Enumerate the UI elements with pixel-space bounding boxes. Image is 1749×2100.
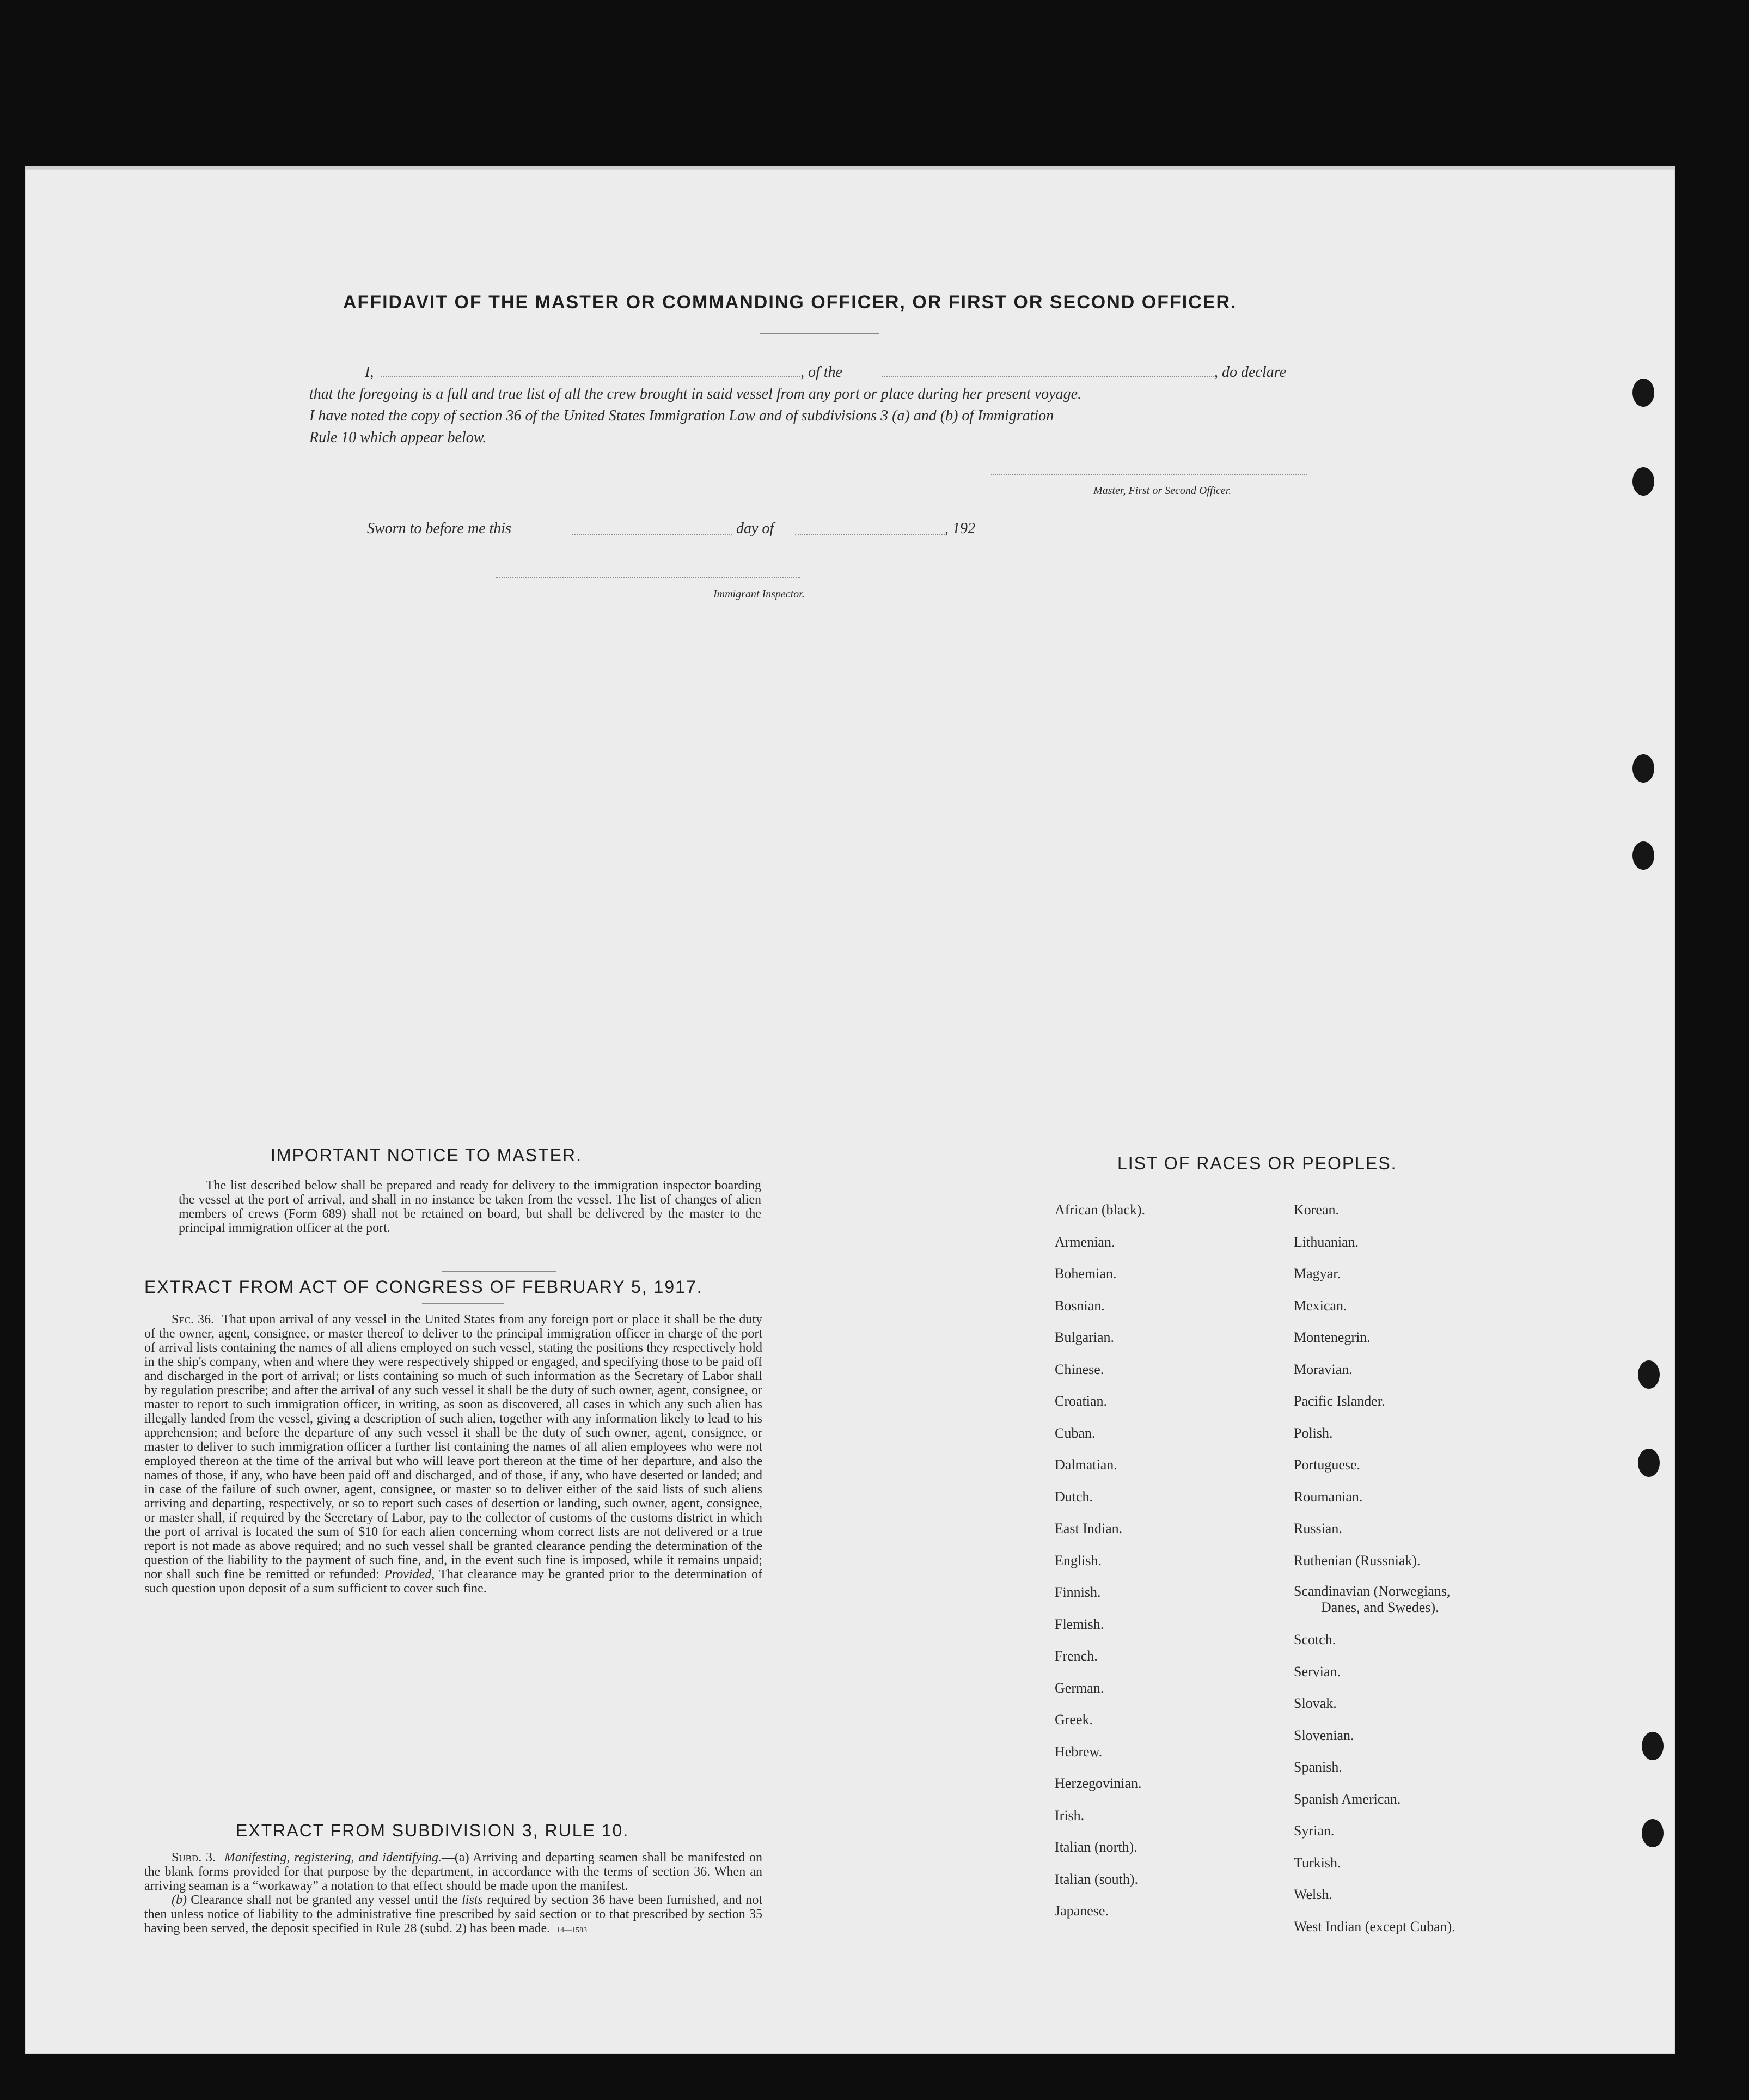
- act-section-end: That clearance may be granted prior to the determination of such question upon deposit of a sum sufficient to cover such fine.: [144, 1567, 763, 1596]
- race-item: Bohemian.: [1055, 1266, 1117, 1281]
- race-item: Magyar.: [1294, 1266, 1341, 1281]
- affidavit-line3: I have noted the copy of section 36 of the United States Immigration Law and of subdivisions 3 (a) and (b) of Immigration: [309, 407, 1054, 424]
- race-item: English.: [1055, 1552, 1102, 1568]
- punch-hole: [1642, 1819, 1664, 1847]
- signature-line[interactable]: [991, 474, 1307, 475]
- notice-text: [179, 1179, 761, 1235]
- race-item: Slovak.: [1294, 1695, 1337, 1711]
- race-item: Mexican.: [1294, 1297, 1347, 1314]
- rule-part-b-label: (b): [172, 1893, 187, 1907]
- race-item: Montenegrin.: [1294, 1329, 1371, 1345]
- affidavit-line4: Rule 10 which appear below.: [309, 429, 487, 446]
- sworn-day-of: day of: [736, 520, 774, 537]
- race-item: Irish.: [1055, 1807, 1085, 1823]
- act-divider: [422, 1303, 504, 1304]
- race-item: Bulgarian.: [1055, 1329, 1115, 1345]
- race-item: Portuguese.: [1294, 1457, 1361, 1473]
- race-item: Dutch.: [1055, 1488, 1093, 1505]
- race-item: Russian.: [1294, 1521, 1342, 1536]
- race-item: Finnish.: [1055, 1584, 1101, 1600]
- race-item: German.: [1055, 1680, 1104, 1696]
- act-heading: EXTRACT FROM ACT OF CONGRESS OF FEBRUARY 5, 1917.: [144, 1277, 703, 1297]
- sworn-year: , 192: [945, 520, 975, 537]
- race-item: Lithuanian.: [1294, 1234, 1359, 1250]
- race-item: Croatian.: [1055, 1393, 1108, 1409]
- inspector-caption: Immigrant Inspector.: [713, 588, 805, 600]
- race-item: Spanish American.: [1294, 1791, 1401, 1807]
- act-section-body: That upon arrival of any vessel in the United States from any foreign port or place it shall be the duty of the owner, agent, consignee, or master thereof to deliver to the principal immigration officer in charge of the port of arrival lists containing the names of all aliens employed on such vessel, stating the positions they respectively hold in the ship's company, when and where they were respectively shipped or engaged, and specifying those to be paid off and discharged in the port of arrival; or lists containing so much of such information as the Secretary of Labor shall by regulation prescribe; and after the arrival of any such vessel it shall be the duty of such owner, agent, consignee, or master to report to such immigration officer, in writing, as soon as discovered, all cases in which any such alien has illegally landed from the vessel, giving a description of such alien, together with any information likely to lead to his apprehension; and before the departure of any such vessel it shall be the duty of such owner, agent, consignee, or master to deliver to such immigration officer a further list containing the names of all alien employees who were not employed thereon at the time of the arrival but who will leave port thereon at the time of her departure, and also the names of those, if any, who have been paid off and discharged, and of those, if any, who have deserted or landed; and in case of the failure of such owner, agent, consignee, or master so to deliver either of the said lists of such aliens arriving and departing, respectively, or so to report such cases of desertion or landing, such owner, agent, consignee, or master shall, if required by the Secretary of Labor, pay to the collector of customs of the customs district in which the port of arrival is located the sum of $10 for each alien concerning whom correct lists are not delivered or a true report is not made as above required; and no such vessel shall be granted clearance pending the determination of the question of the liability to the payment of such fine, and, in the event such fine is imposed, while it remains unpaid; nor shall such fine be remitted or refunded:: [144, 1312, 762, 1582]
- rule-subd-label: Subd. 3.: [172, 1851, 216, 1865]
- race-item: Slovenian.: [1294, 1727, 1354, 1743]
- rule-heading: EXTRACT FROM SUBDIVISION 3, RULE 10.: [236, 1821, 629, 1840]
- race-item: Moravian.: [1294, 1361, 1353, 1377]
- race-item: East Indian.: [1055, 1521, 1123, 1536]
- affidavit-line1-of-the: , of the: [800, 364, 842, 381]
- signature-caption: Master, First or Second Officer.: [1093, 485, 1232, 497]
- race-item: Greek.: [1055, 1712, 1093, 1727]
- affidavit-line1-declare: , do declare: [1214, 364, 1286, 381]
- punch-hole: [1632, 841, 1654, 870]
- rule-part-b-2: required by section 36 have been furnished, and not then unless notice of liability to the administrative fine prescribed by said section or to that prescribed by section 35 having been served, the deposit specified in Rule 28 (subd. 2) has been made.: [144, 1893, 763, 1936]
- master-name-blank[interactable]: [381, 376, 800, 377]
- affidavit-line1-i: I,: [365, 364, 374, 381]
- race-item: Armenian.: [1055, 1234, 1115, 1250]
- sworn-text: Sworn to before me this: [367, 520, 511, 537]
- act-provided-word: Provided,: [384, 1567, 435, 1582]
- race-item: French.: [1055, 1648, 1098, 1664]
- race-item: Scandinavian (Norwegians,: [1294, 1583, 1451, 1599]
- punch-hole: [1638, 1449, 1660, 1477]
- rule-subd-title: Manifesting, registering, and identifying.: [224, 1851, 442, 1865]
- punch-hole: [1638, 1360, 1660, 1389]
- rule-part-a: —(a) Arriving and departing seamen shall be manifested on the blank forms provided for that purpose by the department, in accordance with the terms of section 36. When an arriving seaman is a “workaway” a notation to that effect should be made upon the manifest.: [144, 1851, 762, 1893]
- title-underline: [760, 333, 879, 334]
- race-item: Servian.: [1294, 1663, 1341, 1680]
- punch-hole: [1632, 754, 1654, 783]
- race-item: Flemish.: [1055, 1616, 1104, 1632]
- sworn-day-blank[interactable]: [572, 534, 732, 535]
- race-item: Italian (south).: [1055, 1871, 1139, 1887]
- race-item: Turkish.: [1294, 1854, 1341, 1871]
- race-item: Ruthenian (Russniak).: [1294, 1552, 1421, 1568]
- race-item: West Indian (except Cuban).: [1294, 1918, 1456, 1934]
- race-item: Danes, and Swedes).: [1321, 1600, 1439, 1615]
- race-item: Syrian.: [1294, 1823, 1335, 1839]
- race-item: Scotch.: [1294, 1632, 1336, 1647]
- inspector-signature-line[interactable]: [496, 577, 800, 578]
- act-section-label: Sec. 36.: [172, 1312, 215, 1327]
- rule-text: [144, 1851, 762, 1938]
- race-item: Dalmatian.: [1055, 1457, 1117, 1473]
- race-item: Bosnian.: [1055, 1297, 1105, 1314]
- race-item: Korean.: [1294, 1202, 1340, 1218]
- punch-hole: [1642, 1732, 1664, 1760]
- rule-part-b-lists: lists: [462, 1893, 483, 1907]
- race-item: Spanish.: [1294, 1759, 1342, 1775]
- punch-hole: [1632, 467, 1654, 496]
- race-item: Pacific Islander.: [1294, 1393, 1385, 1409]
- races-left-column: [1055, 1194, 1145, 1927]
- race-item: Italian (north).: [1055, 1839, 1138, 1855]
- affidavit-title: AFFIDAVIT OF THE MASTER OR COMMANDING OFFICER, OR FIRST OR SECOND OFFICER.: [343, 292, 1237, 313]
- rule-part-b-1: Clearance shall not be granted any vessel until the: [191, 1893, 458, 1907]
- race-item: Hebrew.: [1055, 1743, 1103, 1760]
- notice-divider: [442, 1271, 556, 1272]
- punch-hole: [1632, 379, 1654, 407]
- race-item: Japanese.: [1055, 1903, 1109, 1919]
- race-item: Cuban.: [1055, 1425, 1096, 1441]
- races-heading: LIST OF RACES OR PEOPLES.: [1117, 1153, 1397, 1173]
- vessel-name-blank[interactable]: [882, 376, 1214, 377]
- races-right-column: [1294, 1194, 1456, 1943]
- form-code: 14—1583: [556, 1926, 588, 1934]
- notice-paragraph: The list described below shall be prepared and ready for delivery to the immigration inspector boarding the vessel at the port of arrival, and shall in no instance be taken from the vessel. The list of changes of alien members of crews (Form 689) shall not be retained on board, but shall be delivered by the master to the principal immigration officer at the port.: [179, 1179, 761, 1235]
- act-text: [144, 1312, 762, 1596]
- sworn-month-blank[interactable]: [795, 534, 945, 535]
- race-item: Polish.: [1294, 1425, 1333, 1441]
- race-item: Chinese.: [1055, 1361, 1104, 1377]
- notice-heading: IMPORTANT NOTICE TO MASTER.: [271, 1145, 582, 1165]
- race-item: Herzegovinian.: [1055, 1775, 1142, 1791]
- race-item: African (black).: [1055, 1202, 1146, 1218]
- race-item: Roumanian.: [1294, 1488, 1363, 1505]
- race-item: Welsh.: [1294, 1887, 1332, 1902]
- affidavit-line2: that the foregoing is a full and true list of all the crew brought in said vessel from any port or place during her present voyage.: [309, 386, 1082, 402]
